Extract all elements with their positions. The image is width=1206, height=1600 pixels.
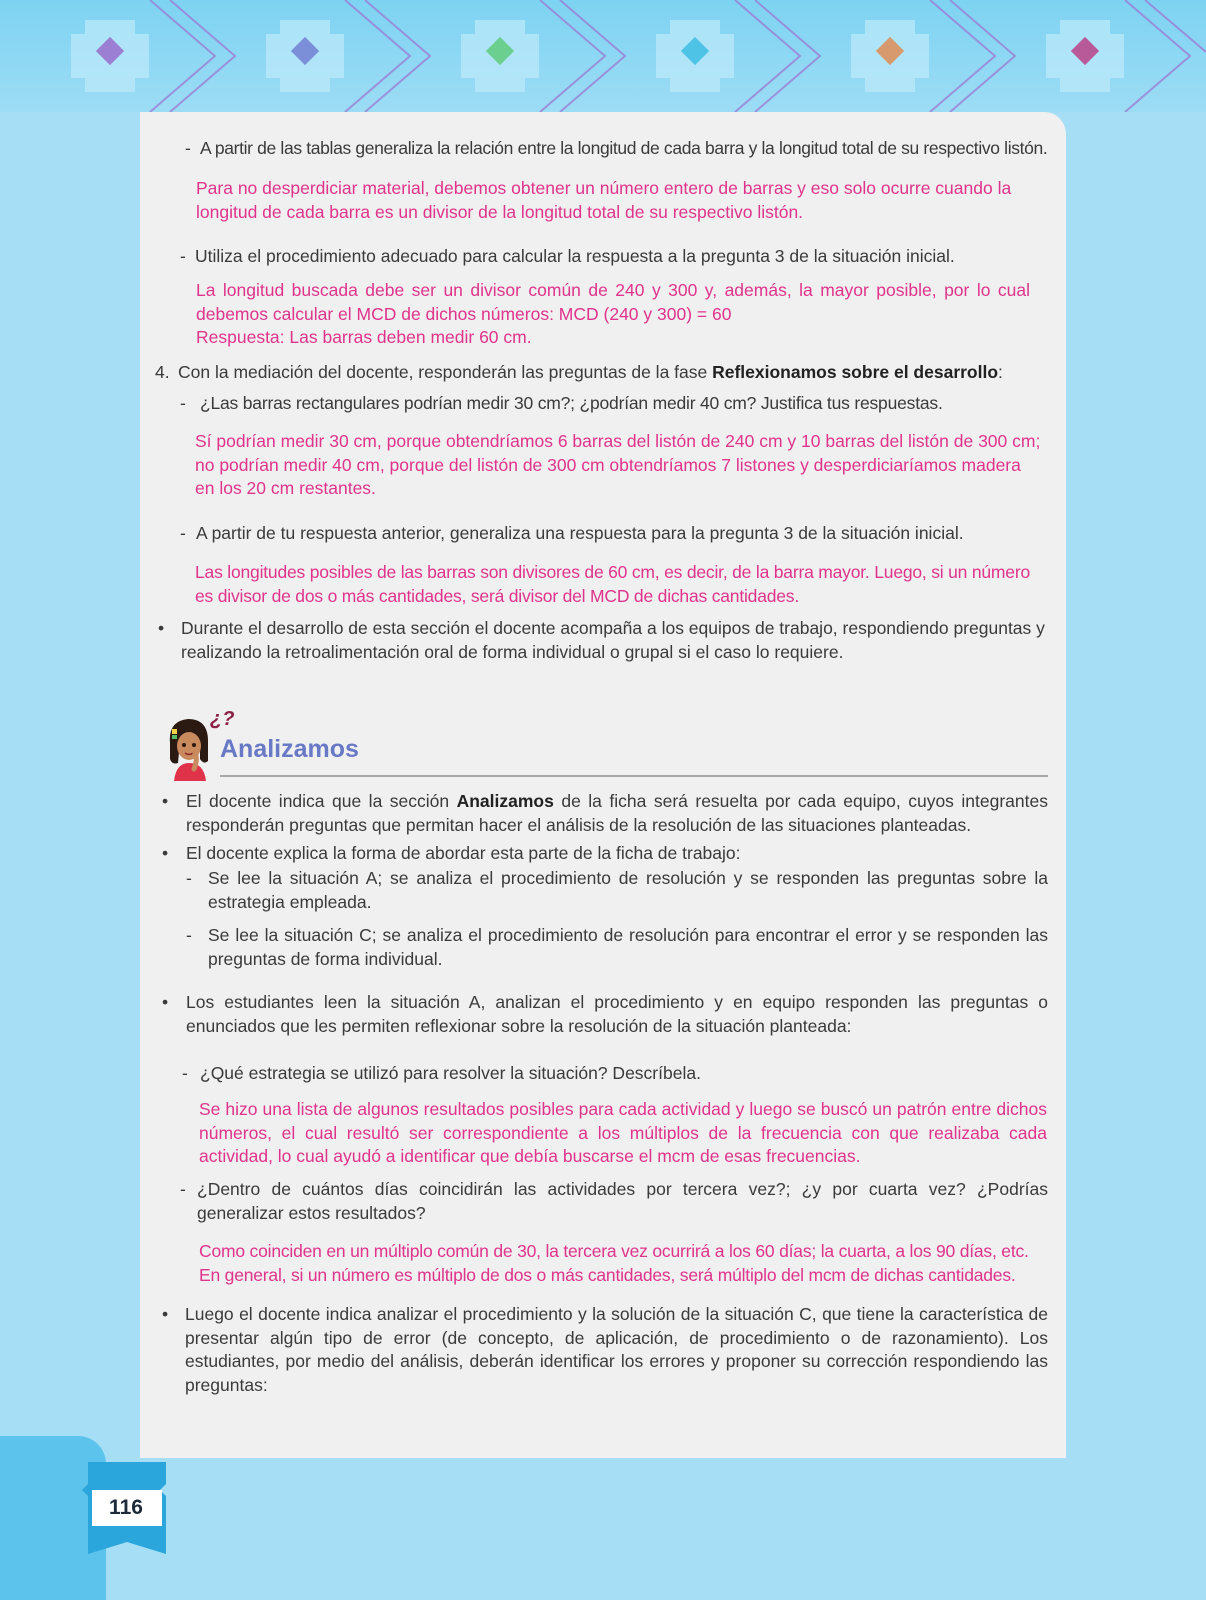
dash-marker: -: [180, 393, 186, 413]
question-generalize: A partir de las tablas generaliza la relación entre la longitud de cada barra y la longitud total de su respectivo listón.: [200, 138, 1048, 158]
dash-marker: -: [186, 868, 192, 888]
answer-strategy: Se hizo una lista de algunos resultados posibles para cada actividad y luego se buscó un patrón entre dichos números, el cual resultó ser correspondiente a los múltiplos de la frecuencia con que realizaba cada actividad, lo cual ayudó a identificar que debía buscarse el mcm de esas frecuencias.: [199, 1099, 1047, 1166]
answer-generalize-answer: Las longitudes posibles de las barras son divisores de 60 cm, es decir, de la barra mayor. Luego, si un número es divisor de dos o más cantidades, será divisor del MCD de dichas cantidades.: [195, 562, 1031, 606]
bullet-marker: •: [162, 791, 169, 811]
paragraph-situation-c: Luego el docente indica analizar el procedimiento y la solución de la situación C, que tiene la característica de presentar algún tipo de error (de concepto, de aplicación, de procedimiento o de razonamiento). Los estudiantes, por medio del análisis, deberán identificar los errores y proponer su corrección respondiendo las preguntas:: [185, 1304, 1048, 1395]
item-4-end: :: [998, 362, 1003, 382]
bullet-marker: •: [162, 1304, 169, 1324]
dash-marker: -: [182, 1063, 188, 1083]
page-number: 116: [109, 1496, 143, 1519]
section-title: Analizamos: [220, 735, 359, 763]
question-30-40: ¿Las barras rectangulares podrían medir 30 cm?; ¿podrían medir 40 cm? Justifica tus respuestas.: [200, 393, 943, 413]
header-banner: [0, 0, 1206, 112]
answer-30-40: Sí podrían medir 30 cm, porque obtendríamos 6 barras del listón de 240 cm y 10 barras del listón de 300 cm; no podrían medir 40 cm, porque del listón de 300 cm obtendríamos 7 listones y desperdiciaríamos madera en los 20 cm restantes.: [195, 431, 1041, 498]
answer-procedure: La longitud buscada debe ser un divisor común de 240 y 300 y, además, la mayor posible, por lo cual debemos calcular el MCD de dichos números: MCD (240 y 300) = 60: [196, 280, 1030, 324]
bullet-marker: •: [162, 992, 169, 1012]
item-4-bold: Reflexionamos sobre el desarrollo: [712, 362, 999, 382]
intro-rest: de la ficha será resuelta por cada equipo, cuyos integrantes responderán preguntas que permitan hacer el análisis de la resolución de las situaciones planteadas.: [186, 791, 1048, 835]
dash-marker: -: [185, 138, 191, 158]
item-4-lead: Con la mediación del docente, responderán las preguntas de la fase: [178, 362, 713, 382]
banner-pattern: [0, 0, 1206, 112]
item-number: 4.: [155, 362, 170, 382]
item-4-text: [178, 361, 1058, 385]
question-days: ¿Dentro de cuántos días coincidirán las actividades por tercera vez?; ¿y por cuarta vez? ¿Podrías generalizar estos resultados?: [197, 1179, 1048, 1223]
section-divider: [220, 775, 1048, 777]
paragraph-analizamos-intro: [186, 790, 1048, 837]
paragraph-explica: El docente explica la forma de abordar esta parte de la ficha de trabajo:: [186, 843, 741, 863]
question-strategy: ¿Qué estrategia se utilizó para resolver la situación? Descríbela.: [200, 1063, 701, 1083]
answer-procedure-result: Respuesta: Las barras deben medir 60 cm.: [196, 327, 532, 347]
answer-generalize: Para no desperdiciar material, debemos obtener un número entero de barras y eso solo ocurre cuando la longitud de cada barra es un divisor de la longitud total de su respectivo listón.: [196, 178, 1012, 222]
paragraph-situation-a: Los estudiantes leen la situación A, analizan el procedimiento y en equipo responden las preguntas o enunciados que les permiten reflexionar sobre la resolución de la situación planteada:: [186, 992, 1048, 1036]
girl-thinking-icon: [164, 715, 216, 781]
question-procedure: Utiliza el procedimiento adecuado para calcular la respuesta a la pregunta 3 de la situación inicial.: [195, 246, 955, 266]
dash-marker: -: [180, 1179, 186, 1199]
step-situation-c: Se lee la situación C; se analiza el procedimiento de resolución para encontrar el error y se responden las preguntas de forma individual.: [208, 925, 1048, 969]
dash-marker: -: [180, 523, 186, 543]
question-mark-icon: ¿?: [210, 708, 235, 730]
answer-days: Como coinciden en un múltiplo común de 30, la tercera vez ocurrirá a los 60 días; la cuarta, a los 90 días, etc. En general, si un número es múltiplo de dos o más cantidades, será múltiplo del mcm de dichas cantidades.: [199, 1241, 1029, 1285]
intro-lead: El docente indica que la sección: [186, 791, 457, 811]
step-situation-a: Se lee la situación A; se analiza el procedimiento de resolución y se responden las preguntas sobre la estrategia empleada.: [208, 868, 1048, 912]
paragraph-development: Durante el desarrollo de esta sección el docente acompaña a los equipos de trabajo, respondiendo preguntas y realizando la retroalimentación oral de forma individual o grupal si el caso lo requiere.: [181, 618, 1045, 662]
bullet-marker: •: [162, 843, 169, 863]
bullet-marker: •: [158, 618, 165, 638]
dash-marker: -: [180, 246, 186, 266]
intro-bold: Analizamos: [456, 791, 554, 811]
dash-marker: -: [186, 925, 192, 945]
question-generalize-answer: A partir de tu respuesta anterior, generaliza una respuesta para la pregunta 3 de la situación inicial.: [196, 523, 964, 543]
